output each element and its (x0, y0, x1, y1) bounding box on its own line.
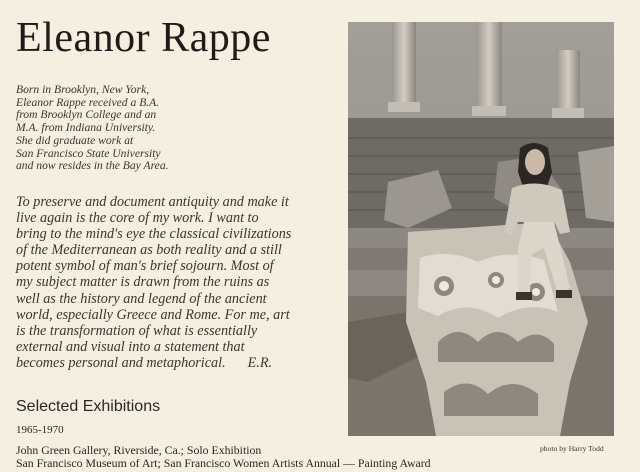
bio-line: M.A. from Indiana University. (16, 121, 156, 135)
artist-statement (16, 194, 342, 371)
statement-initials: E.R. (247, 354, 273, 371)
artist-bio (16, 84, 336, 173)
exhibition-item: San Francisco Museum of Art; San Francisco Women Artists Annual — Painting Award (16, 456, 431, 470)
statement-last-line: becomes personal and metaphorical. (16, 354, 226, 371)
bio-line: Eleanor Rappe received a B.A. (16, 95, 160, 109)
statement-line: is the transformation of what is essentially (16, 322, 258, 339)
exhibitions-heading: Selected Exhibitions (16, 398, 161, 415)
statement-line: To preserve and document antiquity and make it (16, 194, 289, 210)
bio-line: Born in Brooklyn, New York, (16, 83, 150, 96)
statement-line: potent symbol of man's brief sojourn. Most of (16, 258, 274, 275)
bio-line: and now resides in the Bay Area. (16, 159, 169, 173)
statement-line: of the Mediterranean as both reality and a still (16, 242, 282, 259)
statement-line: bring to the mind's eye the classical civilizations (16, 226, 292, 243)
artist-name: Eleanor Rappe (16, 15, 271, 61)
exhibition-item: John Green Gallery, Riverside, Ca.; Solo Exhibition (16, 443, 262, 457)
statement-line: live again is the core of my work. I want to (16, 210, 259, 227)
statement-line: well as the history and legend of the ancient (16, 290, 267, 307)
statement-line: my subject matter is drawn from the ruins as (16, 274, 270, 291)
bio-line: She did graduate work at (16, 133, 134, 147)
artist-photo (348, 22, 614, 436)
statement-line: external and visual into a statement that (16, 338, 245, 355)
bio-line: San Francisco State University (16, 146, 161, 160)
exhibitions-years: 1965-1970 (16, 424, 64, 436)
statement-line (16, 355, 342, 371)
photo-credit: photo by Harry Todd (540, 444, 604, 453)
statement-line: world, especially Greece and Rome. For me, art (16, 306, 290, 323)
bio-line: from Brooklyn College and an (16, 108, 157, 122)
